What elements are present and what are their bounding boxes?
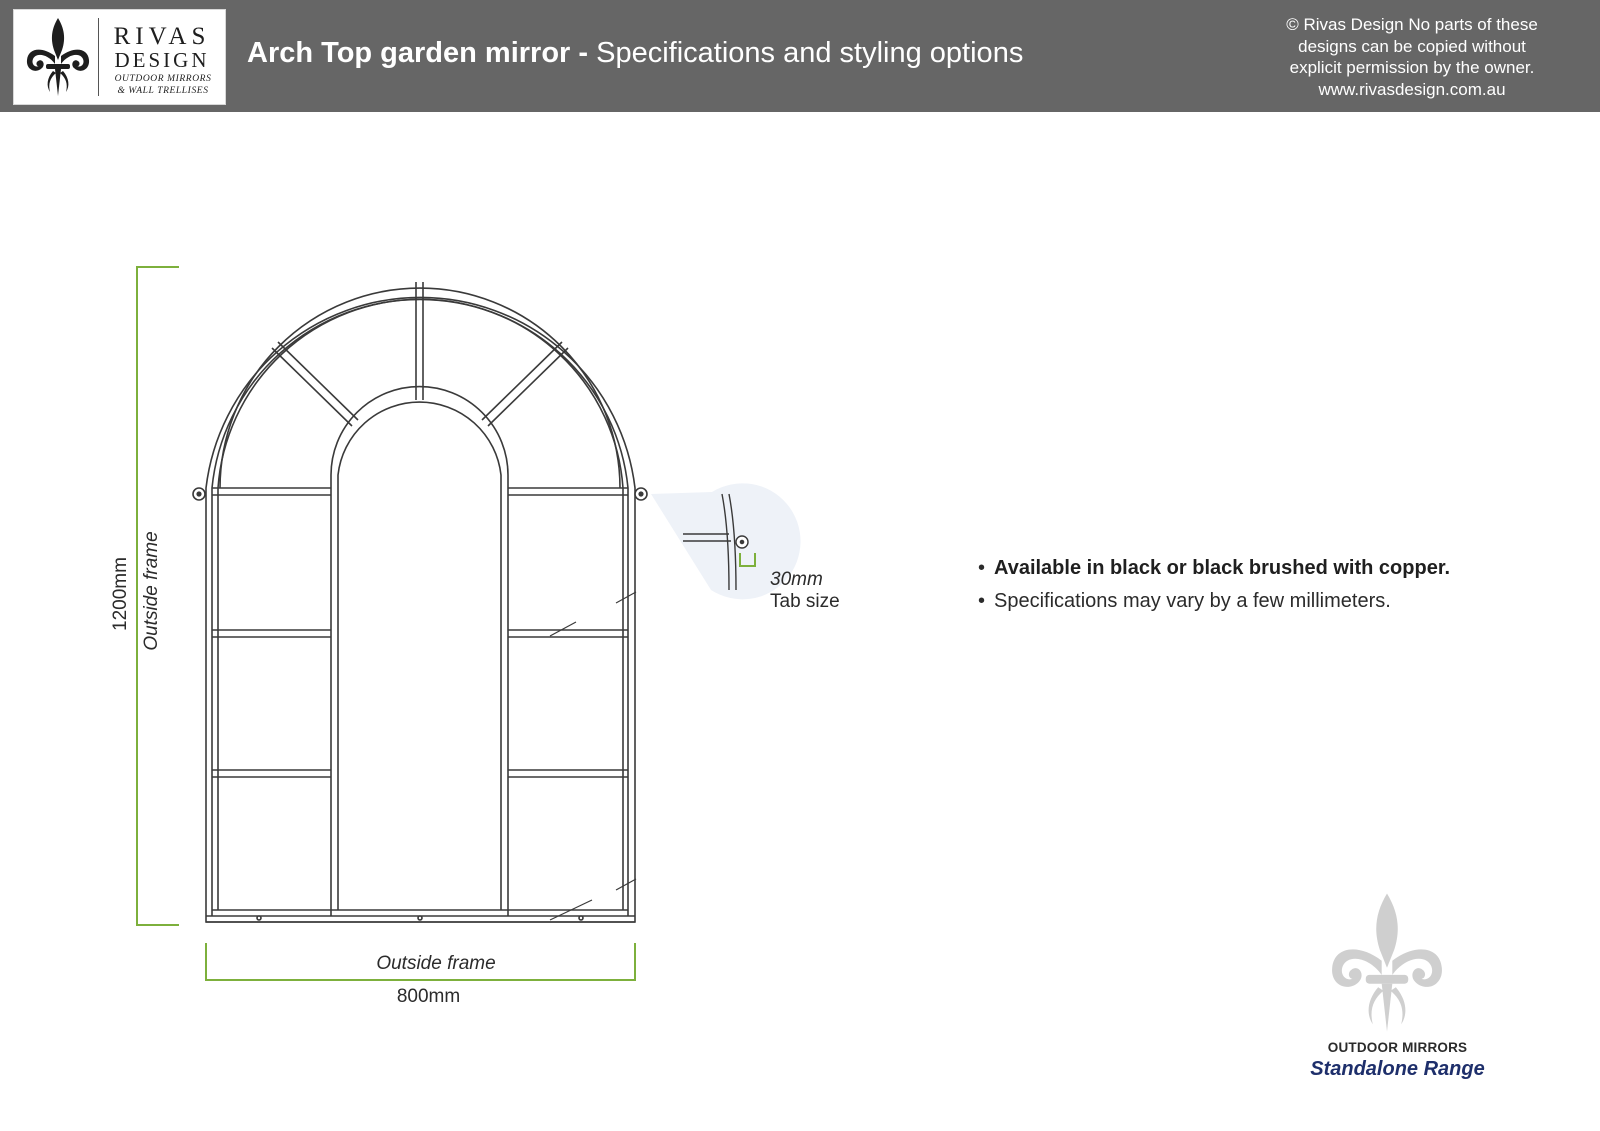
specification-notes bbox=[978, 552, 1450, 618]
inner-frame-line bbox=[218, 299, 623, 910]
center-window-outer bbox=[331, 387, 508, 916]
note-text: Available in black or black brushed with copper. bbox=[994, 557, 1451, 579]
center-window-inner bbox=[338, 402, 501, 910]
brand-subname: DESIGN bbox=[114, 48, 210, 72]
range-category: OUTDOOR MIRRORS bbox=[1327, 1040, 1468, 1055]
range-name: Standalone Range bbox=[1310, 1058, 1485, 1080]
copyright-line: explicit permission by the owner. bbox=[1289, 58, 1535, 77]
width-caption-label: Outside frame bbox=[376, 953, 496, 974]
outer-frame bbox=[206, 297, 635, 922]
note-item bbox=[978, 552, 1450, 585]
fleur-de-lis-icon bbox=[1322, 890, 1452, 1035]
outer-frame-inner-line bbox=[212, 299, 628, 916]
bullet-icon: • bbox=[978, 590, 986, 612]
arch-inner-line bbox=[220, 288, 620, 488]
copyright-line: designs can be copied without bbox=[1298, 36, 1526, 56]
note-item bbox=[978, 585, 1450, 618]
tab-size-value: 30mm bbox=[770, 569, 823, 590]
width-value-label: 800mm bbox=[396, 986, 461, 1007]
height-value-label: 1200mm bbox=[110, 557, 131, 631]
hanging-tabs bbox=[193, 488, 647, 920]
bullet-icon: • bbox=[978, 557, 986, 579]
note-text: Specifications may vary by a few millimeters. bbox=[994, 590, 1391, 612]
mirror-frame bbox=[206, 282, 635, 922]
page-title-product: Arch Top garden mirror - bbox=[247, 37, 589, 69]
tab-size-caption: Tab size bbox=[770, 591, 840, 612]
height-caption-label: Outside frame bbox=[141, 531, 162, 651]
page-title-subtitle: Specifications and styling options bbox=[588, 37, 1024, 69]
website-link[interactable]: www.rivasdesign.com.au bbox=[1318, 79, 1506, 99]
brand-tagline: OUTDOOR MIRRORS bbox=[114, 74, 212, 84]
brand-tagline-2: & WALL TRELLISES bbox=[117, 86, 209, 96]
brand-name: RIVAS bbox=[113, 23, 211, 50]
copyright-line: © Rivas Design No parts of these bbox=[1286, 15, 1538, 34]
